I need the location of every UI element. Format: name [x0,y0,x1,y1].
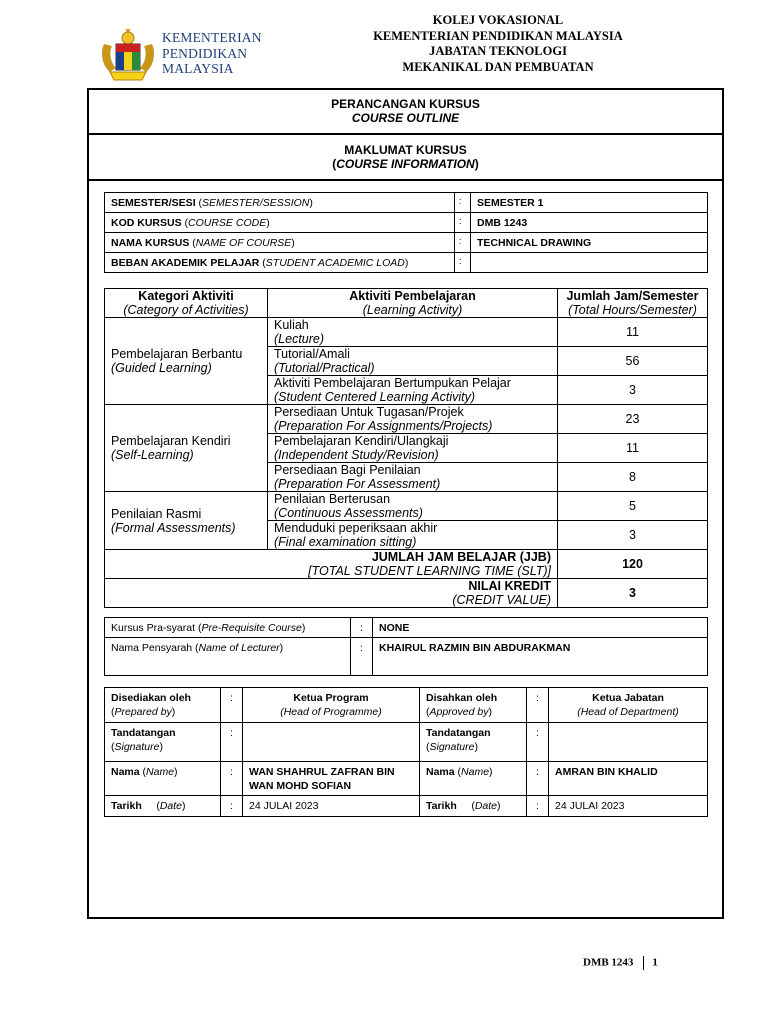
semester-value: SEMESTER 1 [471,193,708,213]
approved-date: 24 JULAI 2023 [549,796,708,817]
category-formal: Penilaian Rasmi (Formal Assessments) [105,492,268,550]
prepared-date: 24 JULAI 2023 [243,796,420,817]
prereq-table [104,617,708,676]
credit-row [105,579,708,608]
approved-role: Ketua Jabatan (Head of Department) [549,688,708,723]
approved-label: Disahkan oleh (Approved by) [420,688,527,723]
hours-cell: 11 [558,318,708,347]
logo-line-1: KEMENTERIAN [162,30,262,45]
date-label: Tarikh (Date) [420,796,527,817]
table-row [105,213,708,233]
footer-code: DMB 1243 [583,956,634,969]
hours-cell: 56 [558,347,708,376]
prereq-label: Kursus Pra-syarat (Pre-Requisite Course) [105,618,351,638]
outline-title-en: COURSE OUTLINE [351,111,460,125]
course-info-table [104,192,708,273]
name-label: Nama (Name) [420,762,527,796]
hours-cell: 11 [558,434,708,463]
table-row [105,193,708,213]
outline-title-band [89,90,722,135]
page-footer [583,956,658,970]
activity-cell: Tutorial/Amali (Tutorial/Practical) [268,347,558,376]
signature-label: Tandatangan (Signature) [105,723,221,762]
credit-value: 3 [558,579,708,608]
header-line-3: JABATAN TEKNOLOGI [429,44,567,58]
header-category: Kategori Aktiviti (Category of Activities) [105,289,268,318]
info-title-ms: MAKLUMAT KURSUS [344,143,467,157]
activity-cell: Persediaan Bagi Penilaian (Preparation For Assessment) [268,463,558,492]
prepared-name: WAN SHAHRUL ZAFRAN BIN WAN MOHD SOFIAN [243,762,420,796]
logo-line-3: MALAYSIA [162,61,234,76]
colon: : [221,796,243,817]
table-row [105,405,708,434]
prereq-value: NONE [373,618,708,638]
activity-cell: Menduduki peperiksaan akhir (Final examination sitting) [268,521,558,550]
table-row [105,233,708,253]
signoff-table [104,687,708,817]
name-value: TECHNICAL DRAWING [471,233,708,253]
table-header-row [105,289,708,318]
total-value: 120 [558,550,708,579]
hours-cell: 5 [558,492,708,521]
category-guided: Pembelajaran Berbantu (Guided Learning) [105,318,268,405]
table-row [105,492,708,521]
total-label: JUMLAH JAM BELAJAR (JJB) [TOTAL STUDENT LEARNING TIME (SLT)] [105,550,558,579]
credit-label: NILAI KREDIT (CREDIT VALUE) [105,579,558,608]
code-label: KOD KURSUS (COURSE CODE) [105,213,455,233]
activity-cell: Penilaian Berterusan (Continuous Assessments) [268,492,558,521]
hours-cell: 23 [558,405,708,434]
info-title-en: COURSE INFORMATION [336,157,475,171]
table-row [105,762,708,796]
colon: : [455,193,471,213]
table-row [105,688,708,723]
load-label: BEBAN AKADEMIK PELAJAR (STUDENT ACADEMIC LOAD) [105,253,455,273]
footer-divider [643,956,644,970]
colon: : [221,688,243,723]
category-self: Pembelajaran Kendiri (Self-Learning) [105,405,268,492]
coat-of-arms-icon [96,28,160,84]
prepared-role: Ketua Program (Head of Programme) [243,688,420,723]
colon: : [455,233,471,253]
name-label: NAMA KURSUS (NAME OF COURSE) [105,233,455,253]
load-value [471,253,708,273]
code-value: DMB 1243 [471,213,708,233]
name-label: Nama (Name) [105,762,221,796]
table-row [105,638,708,676]
header-hours: Jumlah Jam/Semester (Total Hours/Semester) [558,289,708,318]
colon: : [351,618,373,638]
prepared-label: Disediakan oleh (Prepared by) [105,688,221,723]
colon: : [221,723,243,762]
colon: : [221,762,243,796]
table-row [105,618,708,638]
header-line-4: MEKANIKAL DAN PEMBUATAN [402,59,594,74]
activity-cell: Kuliah (Lecture) [268,318,558,347]
lecturer-label: Nama Pensyarah (Name of Lecturer) [105,638,351,676]
table-row [105,318,708,347]
prepared-signature [243,723,420,762]
header-activity: Aktiviti Pembelajaran (Learning Activity) [268,289,558,318]
outline-title-ms: PERANCANGAN KURSUS [331,97,480,111]
colon: : [455,253,471,273]
date-label: Tarikh (Date) [105,796,221,817]
info-title-band [89,135,722,181]
activity-cell: Pembelajaran Kendiri/Ulangkaji (Independent Study/Revision) [268,434,558,463]
activity-cell: Persediaan Untuk Tugasan/Projek (Preparation For Assignments/Projects) [268,405,558,434]
hours-cell: 8 [558,463,708,492]
colon: : [351,638,373,676]
colon: : [527,688,549,723]
slt-table [104,288,708,608]
table-row [105,253,708,273]
header-line-1: KOLEJ VOKASIONAL [432,13,564,27]
approved-name: AMRAN BIN KHALID [549,762,708,796]
header-line-2: KEMENTERIAN PENDIDIKAN MALAYSIA [373,28,623,43]
colon: : [455,213,471,233]
total-row [105,550,708,579]
semester-label: SEMESTER/SESI (SEMESTER/SESSION) [105,193,455,213]
hours-cell: 3 [558,521,708,550]
signature-label: Tandatangan (Signature) [420,723,527,762]
table-row [105,723,708,762]
ministry-logo [96,28,268,84]
activity-cell: Aktiviti Pembelajaran Bertumpukan Pelajar (Student Centered Learning Activity) [268,376,558,405]
colon: : [527,796,549,817]
logo-line-2: PENDIDIKAN [162,45,248,61]
colon: : [527,762,549,796]
hours-cell: 3 [558,376,708,405]
lecturer-value: KHAIRUL RAZMIN BIN ABDURAKMAN [373,638,708,676]
page-number: 1 [652,956,658,969]
approved-signature [549,723,708,762]
table-row [105,796,708,817]
colon: : [527,723,549,762]
institution-header [300,13,696,75]
info-title-en-wrap: (COURSE INFORMATION) [332,157,479,171]
